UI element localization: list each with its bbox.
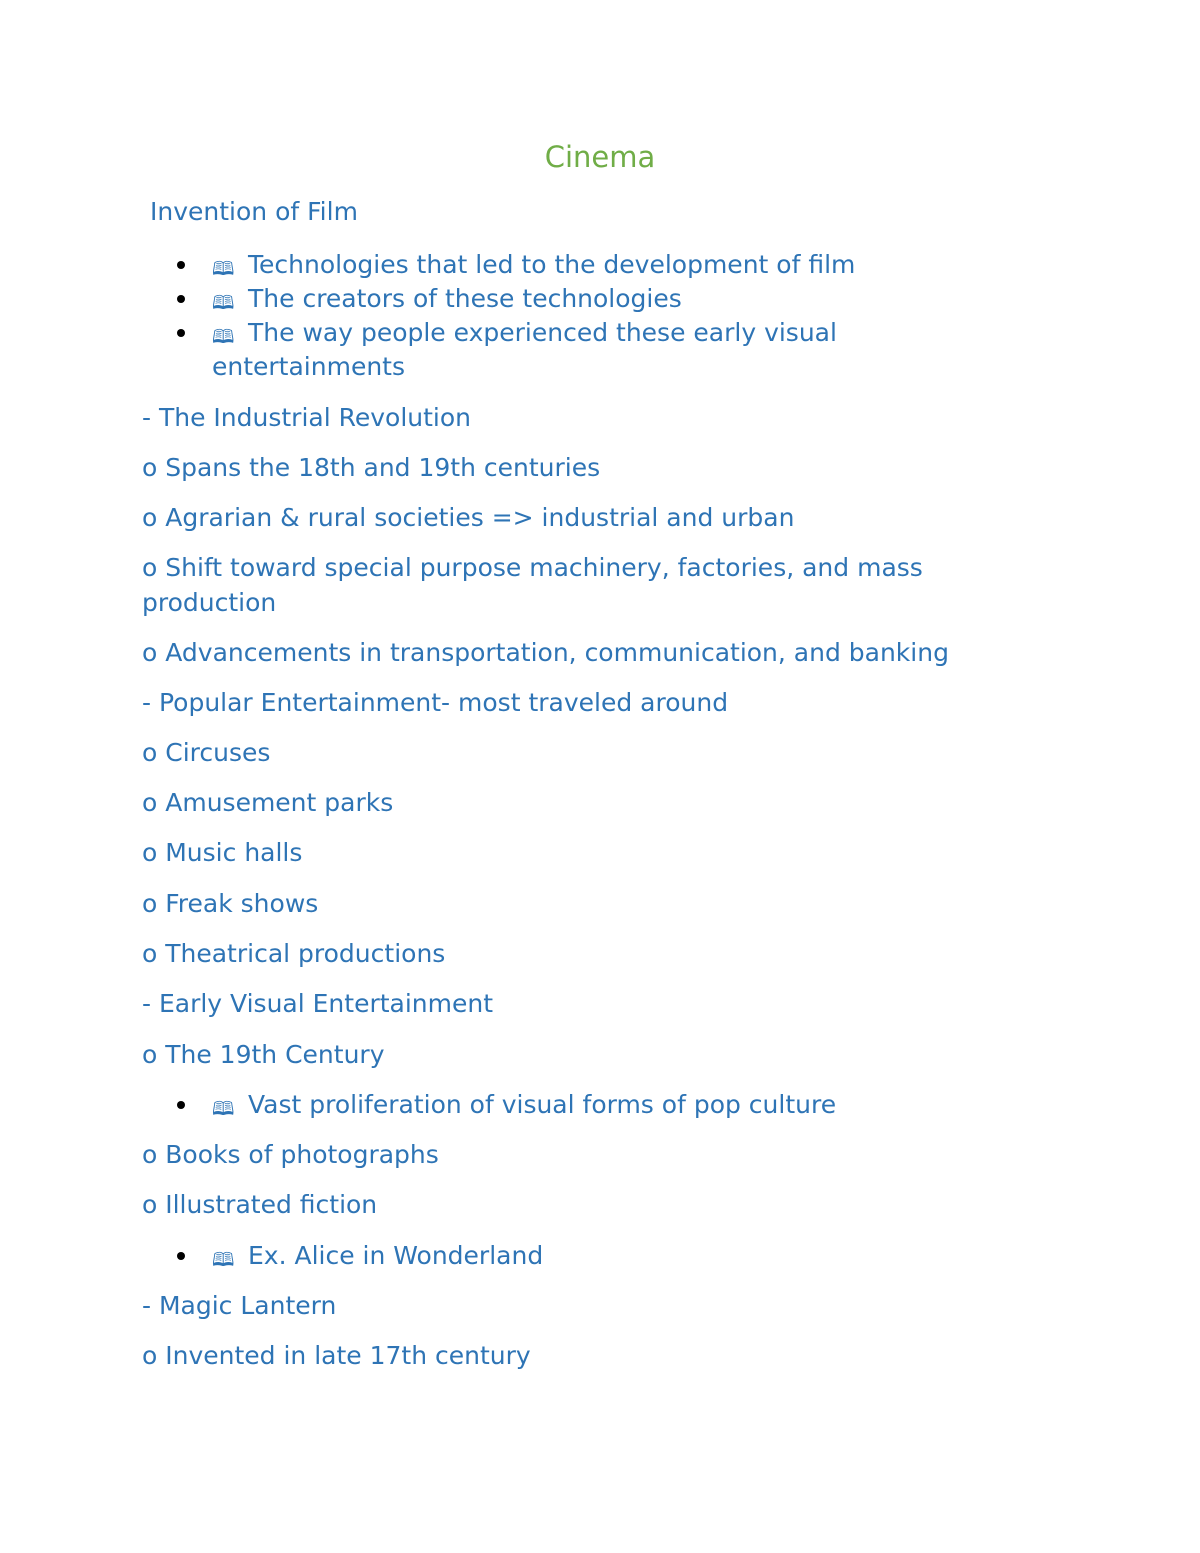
section-heading: Invention of Film xyxy=(150,197,358,226)
outline-line: o The 19th Century xyxy=(142,1040,385,1069)
outline-line: o Music halls xyxy=(142,838,303,867)
outline-line: o Shift toward special purpose machinery, factories, and mass xyxy=(142,553,923,582)
list-item-continuation: entertainments xyxy=(212,352,406,381)
book-icon: 🕮 xyxy=(212,292,235,314)
bullet-dot xyxy=(177,261,185,269)
outline-line: o Spans the 18th and 19th centuries xyxy=(142,453,601,482)
bullet-dot xyxy=(177,295,185,303)
outline-line: - Popular Entertainment- most traveled around xyxy=(142,688,729,717)
outline-line: - Magic Lantern xyxy=(142,1291,337,1320)
outline-line: o Amusement parks xyxy=(142,788,394,817)
document-title: Cinema xyxy=(544,140,656,174)
bullet-dot xyxy=(177,329,185,337)
outline-line: - Early Visual Entertainment xyxy=(142,989,494,1018)
list-item-text: Ex. Alice in Wonderland xyxy=(248,1241,544,1270)
outline-line: o Illustrated fiction xyxy=(142,1190,378,1219)
book-icon: 🕮 xyxy=(212,1098,235,1120)
list-item-text: Vast proliferation of visual forms of pop culture xyxy=(248,1090,837,1119)
bullet-dot xyxy=(177,1252,185,1260)
outline-line: production xyxy=(142,588,277,617)
outline-line: o Freak shows xyxy=(142,889,319,918)
outline-line: o Agrarian & rural societies => industrial and urban xyxy=(142,503,795,532)
outline-line: o Invented in late 17th century xyxy=(142,1341,531,1370)
list-item-text: The creators of these technologies xyxy=(248,284,682,313)
outline-line: o Advancements in transportation, communication, and banking xyxy=(142,638,949,667)
book-icon: 🕮 xyxy=(212,258,235,280)
outline-line: o Books of photographs xyxy=(142,1140,439,1169)
outline-line: o Circuses xyxy=(142,738,271,767)
book-icon: 🕮 xyxy=(212,326,235,348)
outline-line: o Theatrical productions xyxy=(142,939,446,968)
outline-line: - The Industrial Revolution xyxy=(142,403,472,432)
list-item-text: The way people experienced these early visual xyxy=(248,318,837,347)
book-icon: 🕮 xyxy=(212,1249,235,1271)
list-item-text: Technologies that led to the development of film xyxy=(248,250,856,279)
bullet-dot xyxy=(177,1101,185,1109)
